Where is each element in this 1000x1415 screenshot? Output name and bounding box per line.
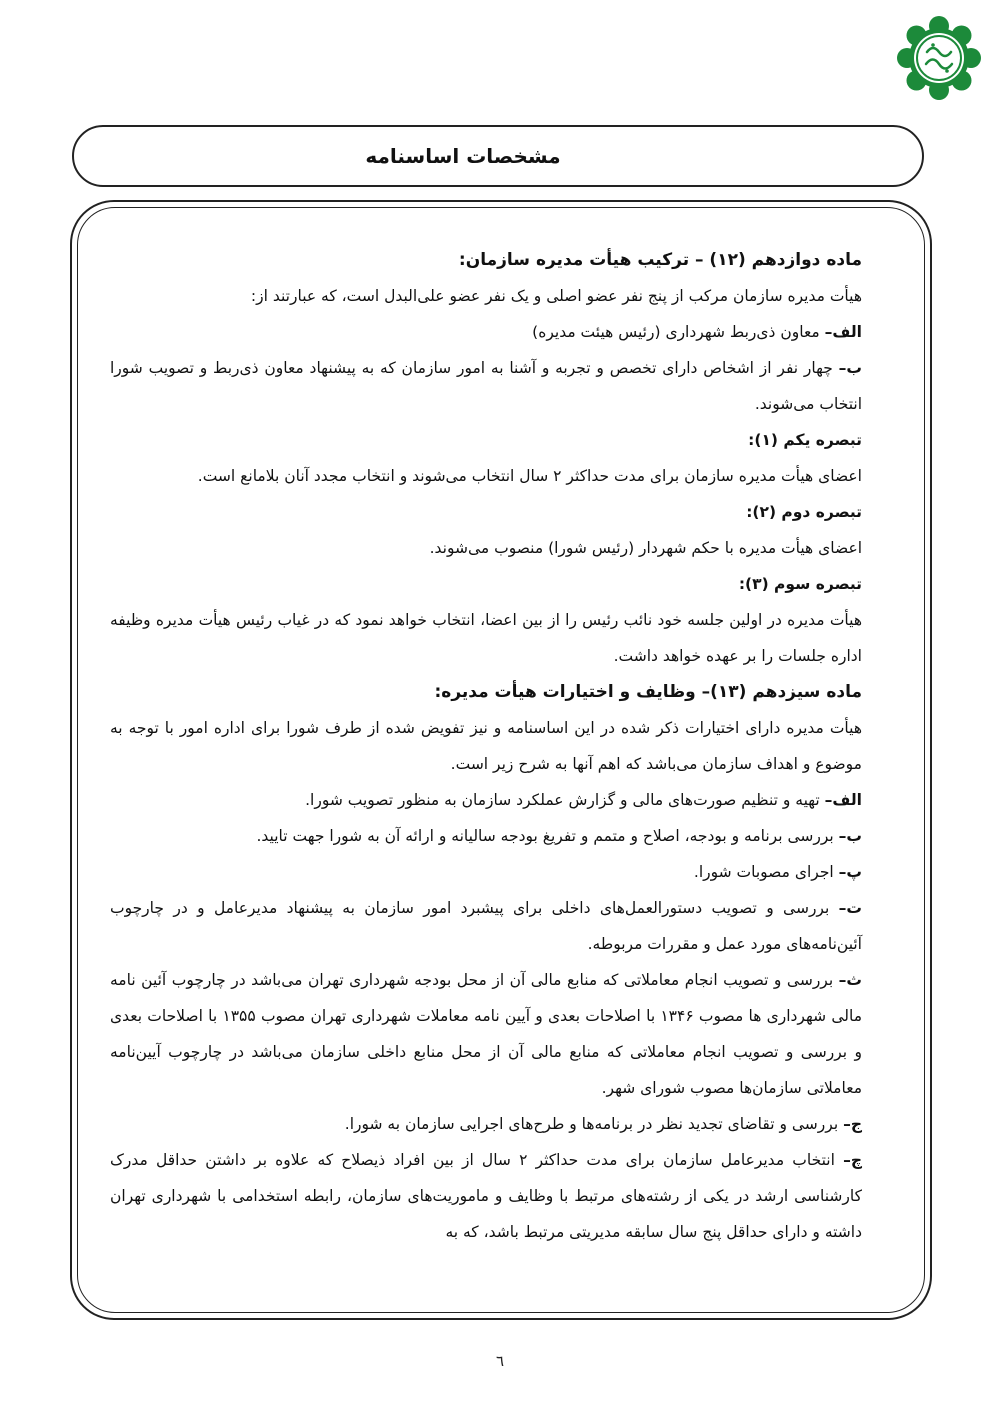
page-title: مشخصات اساسنامه	[365, 144, 561, 168]
article-13-item	[110, 782, 862, 818]
article-13-item	[110, 818, 862, 854]
article-12-heading: ماده دوازدهم (۱۲) – ترکیب هیأت مدیره سازمان:	[458, 250, 862, 270]
item-text: بررسی و تصویب دستورالعمل‌های داخلی برای پیشبرد امور سازمان به پیشنهاد مدیرعامل و در چارچوب آئین‌نامه‌های مورد عمل و مقررات مربوطه.	[110, 899, 862, 953]
item-lead: ث–	[838, 971, 862, 989]
item-lead: ب–	[838, 827, 862, 845]
note-3-text: هیأت مدیره در اولین جلسه خود نائب رئیس را از بین اعضا، انتخاب خواهد نمود که در غیاب رئیس هیأت مدیره وظیفه اداره جلسات را بر عهده خواهد داشت.	[110, 611, 862, 665]
item-lead: الف–	[824, 323, 862, 341]
article-13-item	[110, 890, 862, 962]
page-number: ٦	[495, 1352, 505, 1370]
article-13-heading: ماده سیزدهم (۱۳)– وظایف و اختیارات هیأت مدیره:	[434, 682, 862, 702]
article-13-item	[110, 962, 862, 1106]
item-lead: پ–	[838, 863, 862, 881]
item-text: تهیه و تنظیم صورت‌های مالی و گزارش عملکرد سازمان به منظور تصویب شورا.	[305, 791, 825, 809]
item-lead: ب–	[838, 359, 862, 377]
note-1-title: تبصره یکم (۱):	[748, 431, 862, 449]
note-2-text: اعضای هیأت مدیره با حکم شهردار (رئیس شورا) منصوب می‌شوند.	[429, 539, 862, 557]
item-lead: ج–	[843, 1115, 862, 1133]
municipality-logo-icon	[893, 12, 985, 104]
document-body	[110, 242, 862, 1250]
article-13-item	[110, 854, 862, 890]
article-12-intro: هیأت مدیره سازمان مرکب از پنج نفر عضو اصلی و یک نفر عضو علی‌البدل است، که عبارتند از:	[250, 287, 862, 305]
article-12-item-a	[110, 314, 862, 350]
note-1-text: اعضای هیأت مدیره سازمان برای مدت حداکثر ۲ سال انتخاب می‌شوند و انتخاب مجدد آنان بلامانع است.	[197, 467, 862, 485]
item-text: بررسی و تصویب انجام معاملاتی که منابع مالی آن از محل بودجه شهرداری تهران می‌باشد در چارچوب آئین نامه مالی شهرداری ها مصوب ۱۳۴۶ با اصلاحات بعدی و آیین نامه معاملات شهرداری تهران مصوب ۱۳۵۵ با اصلاحات بعدی و بررسی و تصویب انجام معاملاتی که منابع مالی آن از محل منابع داخلی سازمان می‌باشد در چارچوب آیین‌نامه معاملاتی سازمان‌ها مصوب شورای شهر.	[110, 971, 862, 1097]
item-lead: چ–	[843, 1151, 862, 1169]
article-13-intro: هیأت مدیره دارای اختیارات ذکر شده در این اساسنامه و نیز تفویض شده از طرف شورا برای اداره امور با توجه به موضوع و اهداف سازمان می‌باشد که اهم آنها به شرح زیر است.	[110, 719, 862, 773]
title-box	[72, 125, 924, 187]
article-13-item	[110, 1142, 862, 1250]
note-2-title: تبصره دوم (۲):	[746, 503, 862, 521]
item-text: معاون ذی‌ربط شهرداری (رئیس هیئت مدیره)	[532, 323, 825, 341]
item-lead: الف–	[824, 791, 862, 809]
item-text: بررسی برنامه و بودجه، اصلاح و متمم و تفریغ بودجه سالیانه و ارائه آن به شورا جهت تایید.	[256, 827, 839, 845]
note-3-title: تبصره سوم (۳):	[738, 575, 862, 593]
item-lead: ت–	[838, 899, 862, 917]
article-13-item	[110, 1106, 862, 1142]
item-text: اجرای مصوبات شورا.	[693, 863, 839, 881]
article-12-item-b	[110, 350, 862, 422]
item-text: چهار نفر از اشخاص دارای تخصص و تجربه و آشنا به امور سازمان که به پیشنهاد معاون ذی‌ربط و تصویب شورا انتخاب می‌شوند.	[110, 359, 862, 413]
item-text: انتخاب مدیرعامل سازمان برای مدت حداکثر ۲ سال از بین افراد ذیصلاح که علاوه بر داشتن حداقل مدرک کارشناسی ارشد در یکی از رشته‌های مرتبط با وظایف و ماموریت‌های سازمان، رابطه استخدامی با شهرداری تهران داشته و دارای حداقل پنج سال سابقه مدیریتی مرتبط باشد، که به	[110, 1151, 862, 1241]
item-text: بررسی و تقاضای تجدید نظر در برنامه‌ها و طرح‌های اجرایی سازمان به شورا.	[344, 1115, 844, 1133]
